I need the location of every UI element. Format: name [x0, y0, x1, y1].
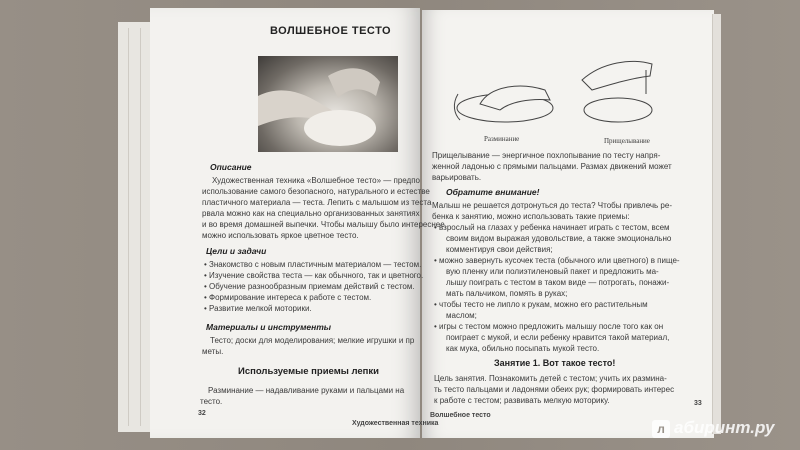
attention-line: • игры с тестом можно предложить малышу после того как он	[434, 322, 664, 331]
lesson-line: Цель занятия. Познакомить детей с тестом; учить их размина-	[434, 374, 667, 383]
patting-illustration	[572, 50, 662, 130]
attention-line: вую пленку или полиэтиленовый пакет и предложить ма-	[446, 267, 659, 276]
page-number-right: 33	[694, 400, 702, 407]
description-line: и во время домашней выпечки. Чтобы малышу было интереснее,	[202, 220, 447, 229]
attention-line: комментируя свои действия;	[446, 245, 553, 254]
lesson-heading: Занятие 1. Вот такое тесто!	[494, 358, 616, 368]
attention-line: бенка к занятию, можно использовать такие приемы:	[432, 212, 630, 221]
attention-line: своим видом выражая удовольствие, а также эмоционально	[446, 234, 672, 243]
intro-line: Прищелывание — энергичное похлопывание по тесту напря-	[432, 151, 661, 160]
materials-line: Тесто; доски для моделирования; мелкие игрушки и пр	[210, 336, 415, 345]
attention-line: лышу поиграть с тестом в таком виде — потрогать, понажи-	[446, 278, 670, 287]
intro-line: женной ладонью с прямыми пальцами. Размах движений может	[432, 162, 672, 171]
illustration-label-kneading: Разминание	[484, 135, 520, 143]
lesson-line: к работе с тестом; развивать мелкую моторику.	[434, 396, 610, 405]
attention-line: • взрослый на глазах у ребенка начинает играть с тестом, всем	[434, 223, 670, 232]
technique-line: тесто.	[200, 397, 223, 406]
goals-heading: Цели и задачи	[206, 246, 267, 256]
description-heading: Описание	[210, 162, 252, 172]
description-line: Художественная техника «Волшебное тесто» — предпо	[212, 176, 420, 185]
techniques-heading: Используемые приемы лепки	[238, 366, 380, 377]
attention-heading: Обратите внимание!	[446, 187, 540, 197]
attention-line: поиграет с мукой, и если ребенку нравится такой материал,	[446, 333, 670, 342]
list-item: • Изучение свойства теста — как обычного, так и цветного.	[204, 271, 424, 280]
watermark	[652, 418, 774, 438]
dough-photo	[258, 56, 398, 152]
description-line: рвала можно как на специально организованных занятиях	[202, 209, 420, 218]
description-line: пластичного материала — теста. Лепить с малышом из теста	[202, 198, 432, 207]
kneading-illustration	[450, 64, 560, 134]
watermark-badge: л	[652, 420, 670, 438]
materials-heading: Материалы и инструменты	[206, 322, 332, 332]
technique-line: Разминание — надавливание руками и пальцами на	[208, 386, 405, 395]
attention-line: • чтобы тесто не липло к рукам, можно его растительным	[434, 300, 648, 309]
list-item: • Развитие мелкой моторики.	[204, 304, 312, 313]
lesson-line: ть тесто пальцами и ладонями обеих рук; формировать интерес	[434, 385, 675, 394]
list-item: • Обучение разнообразным приемам действий с тестом.	[204, 282, 415, 291]
page-title: ВОЛШЕБНОЕ ТЕСТО	[270, 25, 392, 37]
attention-line: маслом;	[446, 311, 477, 320]
list-item: • Формирование интереса к работе с тестом.	[204, 293, 372, 302]
left-footer: Художественная техника	[352, 420, 439, 427]
description-line: использование самого безопасного, натурального и естестве	[202, 187, 430, 196]
materials-line: меты.	[202, 347, 224, 356]
description-line: можно использовать яркое цветное тесто.	[202, 231, 359, 240]
attention-line: как мука, обильно посыпать мукой тесто.	[446, 344, 600, 353]
goals-list	[204, 259, 423, 314]
illustration-label-patting: Прищелывание	[604, 137, 650, 145]
page-number-left: 32	[198, 410, 206, 417]
right-page-stack	[712, 14, 721, 434]
list-item: • Знакомство с новым пластичным материалом — тестом.	[204, 260, 422, 269]
watermark-text: абиринт.ру	[674, 418, 775, 437]
right-footer: Волшебное тесто	[430, 412, 491, 419]
attention-line: • можно завернуть кусочек теста (обычного или цветного) в пище-	[434, 256, 680, 265]
attention-line: мать пальчиком, помять в руках;	[446, 289, 568, 298]
attention-line: Малыш не решается дотронуться до теста? Чтобы привлечь ре-	[432, 201, 672, 210]
intro-line: варьировать.	[432, 173, 482, 182]
